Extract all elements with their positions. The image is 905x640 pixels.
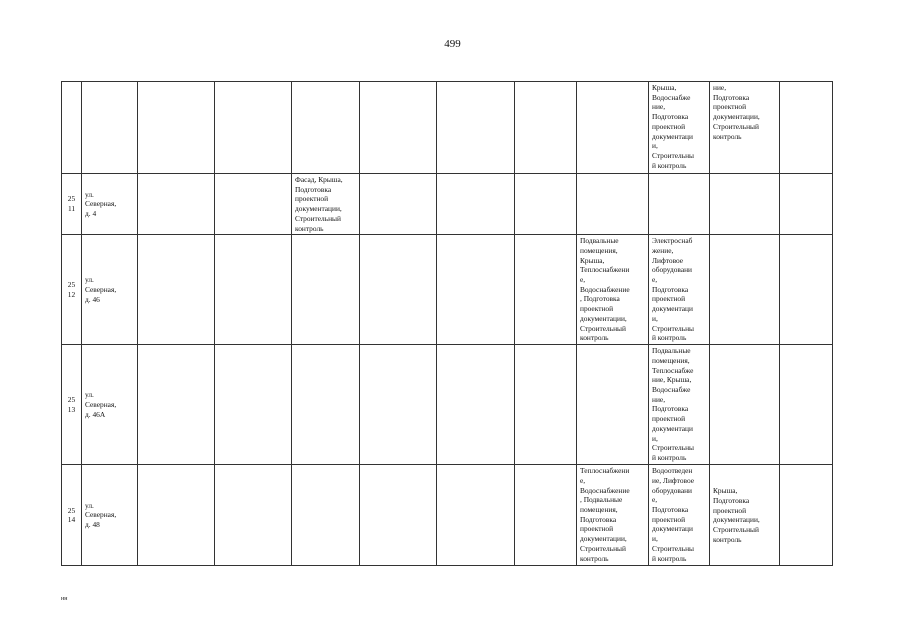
- address-cell: ул. Северная, д. 48: [82, 465, 138, 566]
- work-cell: [292, 465, 360, 566]
- work-cell: [360, 82, 437, 174]
- work-cell: Фасад, Крыша, Подготовка проектной документации, Строительный контроль: [292, 174, 360, 235]
- address-cell: ул. Северная, д. 46: [82, 235, 138, 345]
- row-number-cell: 25 13: [62, 345, 82, 465]
- table-row: [62, 174, 833, 235]
- work-cell: Электроснаб жение, Лифтовое оборудовани е, Подготовка проектной документаци и, Строительны й контроль: [649, 235, 710, 345]
- work-cell: [780, 82, 833, 174]
- address-cell: ул. Северная, д. 4: [82, 174, 138, 235]
- work-cell: [292, 235, 360, 345]
- work-cell: [360, 465, 437, 566]
- table-row: [62, 235, 833, 345]
- work-cell: [577, 82, 649, 174]
- work-cell: [437, 345, 515, 465]
- capital-repair-table: [61, 81, 833, 566]
- work-cell: [710, 235, 780, 345]
- work-cell: Теплоснабжени е, Водоснабжение , Подвальные помещения, Подготовка проектной документации, Строительный контроль: [577, 465, 649, 566]
- work-cell: [515, 235, 577, 345]
- row-number-cell: 25 11: [62, 174, 82, 235]
- table-row: [62, 465, 833, 566]
- work-cell: [515, 82, 577, 174]
- work-cell: [138, 345, 215, 465]
- work-cell: ние, Подготовка проектной документации, Строительный контроль: [710, 82, 780, 174]
- work-cell: Крыша, Водоснабже ние, Подготовка проектной документаци и, Строительны й контроль: [649, 82, 710, 174]
- work-cell: [577, 345, 649, 465]
- address-cell: [82, 82, 138, 174]
- work-cell: [215, 235, 292, 345]
- work-cell: [138, 465, 215, 566]
- work-cell: [780, 235, 833, 345]
- work-cell: [138, 174, 215, 235]
- work-cell: [515, 174, 577, 235]
- row-number-cell: 25 14: [62, 465, 82, 566]
- work-cell: [649, 174, 710, 235]
- table-row: [62, 345, 833, 465]
- work-cell: [437, 465, 515, 566]
- footer-mark: нн: [61, 596, 68, 602]
- work-cell: [515, 345, 577, 465]
- work-cell: [780, 465, 833, 566]
- work-cell: [360, 235, 437, 345]
- work-cell: [710, 345, 780, 465]
- work-cell: [138, 235, 215, 345]
- work-cell: [780, 174, 833, 235]
- work-cell: [215, 82, 292, 174]
- work-cell: [437, 235, 515, 345]
- address-cell: ул. Северная, д. 46А: [82, 345, 138, 465]
- work-cell: [292, 82, 360, 174]
- work-cell: Водоотведен ие, Лифтовое оборудовани е, Подготовка проектной документаци и, Строительны й контроль: [649, 465, 710, 566]
- work-cell: [360, 345, 437, 465]
- work-cell: [138, 82, 215, 174]
- work-cell: Подвальные помещения, Крыша, Теплоснабжени е, Водоснабжение , Подготовка проектной документации, Строительный контроль: [577, 235, 649, 345]
- work-cell: Подвальные помещения, Теплоснабже ние, Крыша, Водоснабже ние, Подготовка проектной документаци и, Строительны й контроль: [649, 345, 710, 465]
- work-cell: [215, 174, 292, 235]
- work-cell: [360, 174, 437, 235]
- work-cell: [437, 174, 515, 235]
- work-cell: Крыша, Подготовка проектной документации, Строительный контроль: [710, 465, 780, 566]
- work-cell: [437, 82, 515, 174]
- row-number-cell: [62, 82, 82, 174]
- row-number-cell: 25 12: [62, 235, 82, 345]
- table-row-continuation: [62, 82, 833, 174]
- work-cell: [215, 345, 292, 465]
- work-cell: [515, 465, 577, 566]
- work-cell: [577, 174, 649, 235]
- work-cell: [780, 345, 833, 465]
- work-cell: [215, 465, 292, 566]
- work-cell: [710, 174, 780, 235]
- page-number: 499: [444, 38, 461, 50]
- work-cell: [292, 345, 360, 465]
